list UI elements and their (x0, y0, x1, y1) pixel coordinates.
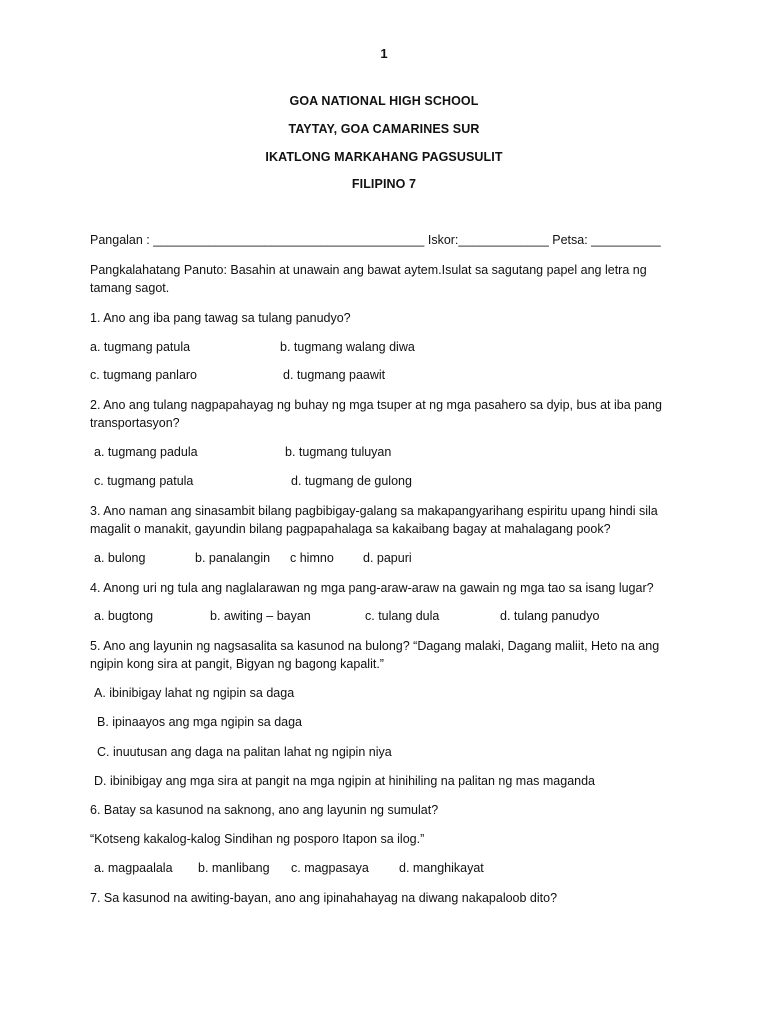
q2-choice-d: d. tugmang de gulong (291, 474, 412, 488)
q6-choice-d: d. manghikayat (399, 861, 484, 875)
q4-choice-d: d. tulang panudyo (500, 609, 600, 623)
question-4: 4. Anong uri ng tula ang naglalarawan ng mga pang-araw-araw na gawain ng mga tao sa isang lugar? (90, 581, 654, 595)
question-1-choices-row-1 (90, 338, 680, 356)
q1-choice-d: d. tugmang paawit (283, 368, 386, 382)
q6-choice-c: c. magpasaya (291, 861, 369, 875)
question-2: 2. Ano ang tulang nagpapahayag ng buhay ng mga tsuper at ng mga pasahero sa dyip, bus at iba pang transportasyon? (90, 398, 662, 430)
q6-choice-b: b. manlibang (198, 861, 270, 875)
q5-choice-a: A. ibinibigay lahat ng ngipin sa daga (94, 686, 295, 700)
q6-choice-a: a. magpaalala (94, 861, 173, 875)
question-6-quote: “Kotseng kakalog-kalog Sindihan ng posporo Itapon sa ilog.” (90, 832, 425, 846)
question-2-choices-row-1 (94, 443, 684, 461)
q2-choice-a: a. tugmang padula (94, 445, 198, 459)
q1-choice-a: a. tugmang patula (90, 340, 191, 354)
q4-choice-c: c. tulang dula (365, 609, 440, 623)
question-6-choices (94, 859, 684, 877)
question-5: 5. Ano ang layunin ng nagsasalita sa kasunod na bulong? “Dagang malaki, Dagang maliit, Heto na ang ngipin kong sira at pangit, Bigyan ng bagong kapalit.” (90, 639, 660, 671)
school-name: GOA NATIONAL HIGH SCHOOL (289, 94, 479, 108)
question-3: 3. Ano naman ang sinasambit bilang pagbibigay-galang sa makapangyarihang espiritu upang hindi sila magalit o manakit, gayundin bilang pagpapahalaga sa kakaibang bagay at mahalagang pook? (90, 504, 658, 536)
q3-choice-d: d. papuri (363, 551, 412, 565)
student-info-line: Pangalan : _______________________________________ Iskor:_____________ Petsa: __________ (90, 233, 661, 247)
q4-choice-b: b. awiting – bayan (210, 609, 311, 623)
subject-title: FILIPINO 7 (351, 177, 417, 191)
q2-choice-c: c. tugmang patula (94, 474, 194, 488)
q2-choice-b: b. tugmang tuluyan (285, 445, 392, 459)
q4-choice-a: a. bugtong (94, 609, 154, 623)
q1-choice-b: b. tugmang walang diwa (280, 340, 415, 354)
q3-choice-b: b. panalangin (195, 551, 271, 565)
question-1: 1. Ano ang iba pang tawag sa tulang panudyo? (90, 311, 351, 325)
page-number: 1 (380, 46, 388, 61)
question-1-choices-row-2 (90, 366, 680, 384)
question-7: 7. Sa kasunod na awiting-bayan, ano ang ipinahahayag na diwang nakapaloob dito? (90, 891, 558, 905)
question-4-choices (94, 607, 684, 625)
q5-choice-b: B. ipinaayos ang mga ngipin sa daga (97, 715, 303, 729)
q5-choice-c: C. inuutusan ang daga na palitan lahat ng ngipin niya (97, 745, 392, 759)
q3-choice-a: a. bulong (94, 551, 146, 565)
q5-choice-d: D. ibinibigay ang mga sira at pangit na mga ngipin at hinihiling na palitan ng mas maganda (94, 774, 596, 788)
q3-choice-c: c himno (290, 551, 334, 565)
question-2-choices-row-2 (94, 472, 684, 490)
question-3-choices (94, 549, 684, 567)
exam-title: IKATLONG MARKAHANG PAGSUSULIT (265, 150, 503, 164)
question-6: 6. Batay sa kasunod na saknong, ano ang layunin ng sumulat? (90, 803, 439, 817)
school-address: TAYTAY, GOA CAMARINES SUR (288, 122, 480, 136)
general-instructions: Pangkalahatang Panuto: Basahin at unawain ang bawat aytem.Isulat sa sagutang papel ang letra ng tamang sagot. (90, 263, 647, 295)
q1-choice-c: c. tugmang panlaro (90, 368, 198, 382)
